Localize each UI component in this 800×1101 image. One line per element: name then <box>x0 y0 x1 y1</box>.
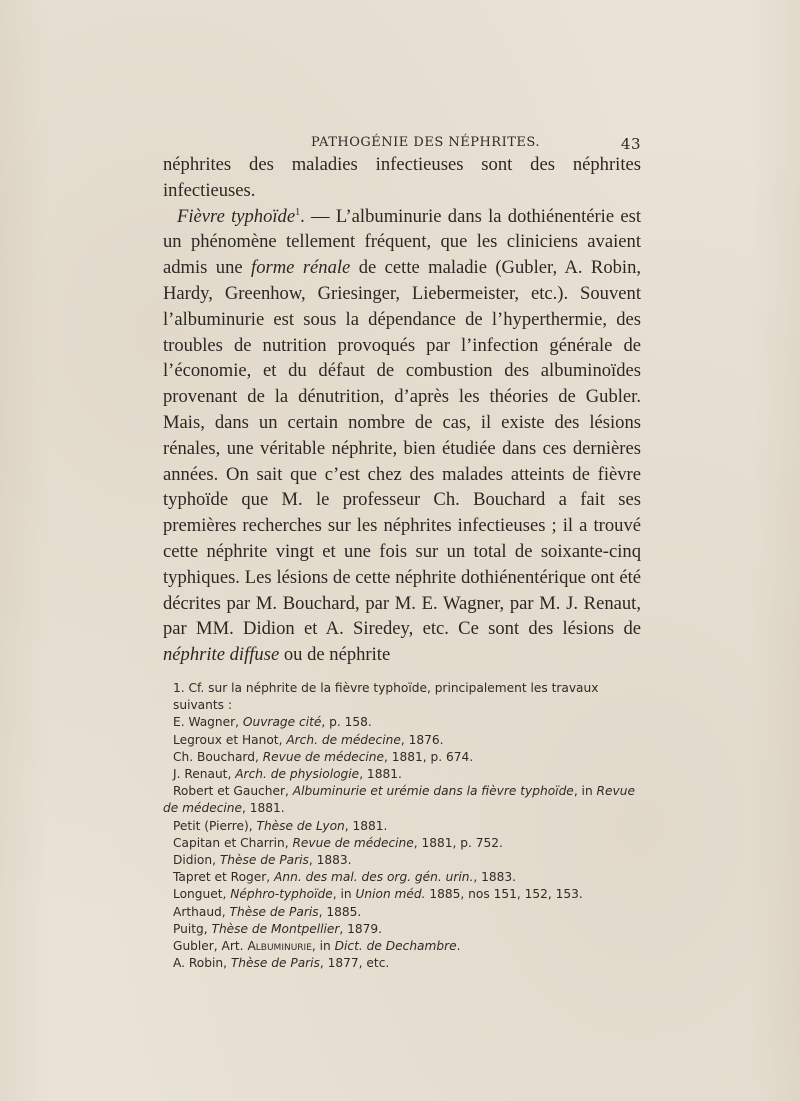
footnote-title: Revue de médecine <box>163 784 635 816</box>
footnote-text: Legroux et Hanot, <box>173 732 287 747</box>
footnote-title: Dict. de Dechambre <box>334 939 457 954</box>
footnote-title: Thèse de Paris <box>219 853 309 868</box>
footnote-text: , in <box>332 887 356 902</box>
footnote-ref: 1 <box>295 206 301 218</box>
footnote-title: Thèse de Paris <box>230 956 320 971</box>
footnote-smallcaps: Albuminurie <box>247 939 312 954</box>
footnote-item <box>163 749 641 766</box>
footnote-item <box>163 938 641 955</box>
footnote-text: Tapret et Roger, <box>173 870 275 885</box>
footnote-text: Arthaud, <box>173 904 230 919</box>
footnote-title: Thèse de Lyon <box>256 818 345 833</box>
footnote-title: Thèse de Paris <box>229 904 319 919</box>
footnote-text: , in <box>311 939 335 954</box>
paragraph-2-text-c: ou de néphrite <box>279 644 391 666</box>
footnote-title: Ouvrage cité <box>242 715 322 730</box>
footnote-text: , 1881, p. 674. <box>384 749 474 764</box>
footnote-text: , 1885. <box>318 904 362 919</box>
footnote-item <box>163 783 641 817</box>
footnote-item <box>163 680 641 714</box>
footnote-text: Capitan et Charrin, <box>173 835 293 850</box>
footnote-text: , 1876. <box>400 732 444 747</box>
footnote-text: , 1881. <box>242 801 285 816</box>
footnote-title: Arch. de physiologie <box>235 767 360 782</box>
footnote-text: , 1883. <box>473 870 516 885</box>
footnote-text: , p. 158. <box>321 715 372 730</box>
footnote-title: Néphro-typhoïde <box>230 887 333 902</box>
footnote-text: , 1877, etc. <box>319 956 390 971</box>
footnote-text: Longuet, <box>173 887 231 902</box>
paragraph-1: néphrites des maladies infectieuses sont des néphrites infectieuses. <box>163 154 641 201</box>
footnote-item <box>163 904 641 921</box>
footnote-text: , 1881. <box>359 767 402 782</box>
footnote-item <box>163 714 641 731</box>
footnote-text: , in <box>573 784 597 799</box>
footnote-text: 1. Cf. sur la néphrite de la fièvre typhoïde, principalement les travaux suivants : <box>173 681 599 713</box>
footnote-text: , 1879. <box>339 921 383 936</box>
footnote-item <box>163 732 641 749</box>
footnote-text: , 1881. <box>344 818 388 833</box>
footnote-item <box>163 818 641 835</box>
footnote-text: , 1881, p. 752. <box>413 835 503 850</box>
footnote-item <box>163 869 641 886</box>
main-text <box>163 152 641 668</box>
section-heading: Fièvre typhoïde <box>177 205 296 227</box>
footnote-title: Thèse de Montpellier <box>211 921 340 936</box>
running-header <box>163 130 641 154</box>
paragraph-2 <box>163 204 641 668</box>
footnote-item <box>163 852 641 869</box>
footnote-text: Gubler, Art. <box>173 939 248 954</box>
footnote-text: A. Robin, <box>173 956 231 971</box>
footnote-title: Ann. des mal. des org. gén. urin. <box>274 870 474 885</box>
footnote-text: Didion, <box>173 853 220 868</box>
emphasis-forme-renale: forme rénale <box>251 257 351 279</box>
footnote-title: Revue de médecine <box>292 835 414 850</box>
footnote-text: , 1883. <box>308 853 352 868</box>
page-number: 43 <box>620 135 641 153</box>
footnote-item <box>163 766 641 783</box>
footnote-text: 1885, nos 151, 152, 153. <box>425 887 583 902</box>
running-title: PATHOGÉNIE DES NÉPHRITES. <box>311 135 540 150</box>
footnote-item <box>163 921 641 938</box>
footnote-item <box>163 835 641 852</box>
footnote-title: Union méd. <box>355 887 426 902</box>
footnote-text: J. Renaut, <box>173 767 236 782</box>
footnote-text: Ch. Bouchard, <box>173 749 263 764</box>
paragraph-2-text-a: . — L’albuminurie dans la dothiénentérie est un phénomène tellement fréquent, que les cliniciens avaient admis une <box>163 205 641 279</box>
footnote-item <box>163 955 641 972</box>
footnote-title: Revue de médecine <box>262 749 385 764</box>
paragraph-2-text-b: de cette maladie (Gubler, A. Robin, Hardy, Greenhow, Griesinger, Liebermeister, etc.). Souvent l’albuminurie est sous la dépendance de l’hyperthermie, des troubles de nutrition provoqués par l’infection générale de l’économie, et du défaut de combustion des albuminoïdes provenant de la dénutrition, d’après les théories de Gubler. Mais, dans un certain nombre de cas, il existe des lésions rénales, une véritable néphrite, bien étudiée dans ces dernières années. On sait que c’est chez des malades atteints de fièvre typhoïde que M. le professeur Ch. Bouchard a fait ses premières recherches sur les néphrites infectieuses ; il a trouvé cette néphrite vingt et une fois sur un total de soixante-cinq typhiques. Les lésions de cette néphrite dothiénentérique ont été décrites par M. Bouchard, par M. E. Wagner, par M. J. Renaut, par MM. Didion et A. Siredey, etc. Ce sont des lésions de <box>163 257 642 640</box>
footnotes <box>163 680 641 972</box>
footnote-text: Robert et Gaucher, <box>173 784 293 799</box>
footnote-text: Puitg, <box>173 921 212 936</box>
footnote-text: E. Wagner, <box>173 715 243 730</box>
footnote-title: Albuminurie et urémie dans la fièvre typhoïde <box>292 784 574 799</box>
footnote-item <box>163 886 641 903</box>
emphasis-nephrite-diffuse: néphrite diffuse <box>163 644 280 666</box>
footnote-title: Arch. de médecine <box>286 732 401 747</box>
footnote-text: . <box>456 939 461 954</box>
footnote-text: Petit (Pierre), <box>173 818 257 833</box>
